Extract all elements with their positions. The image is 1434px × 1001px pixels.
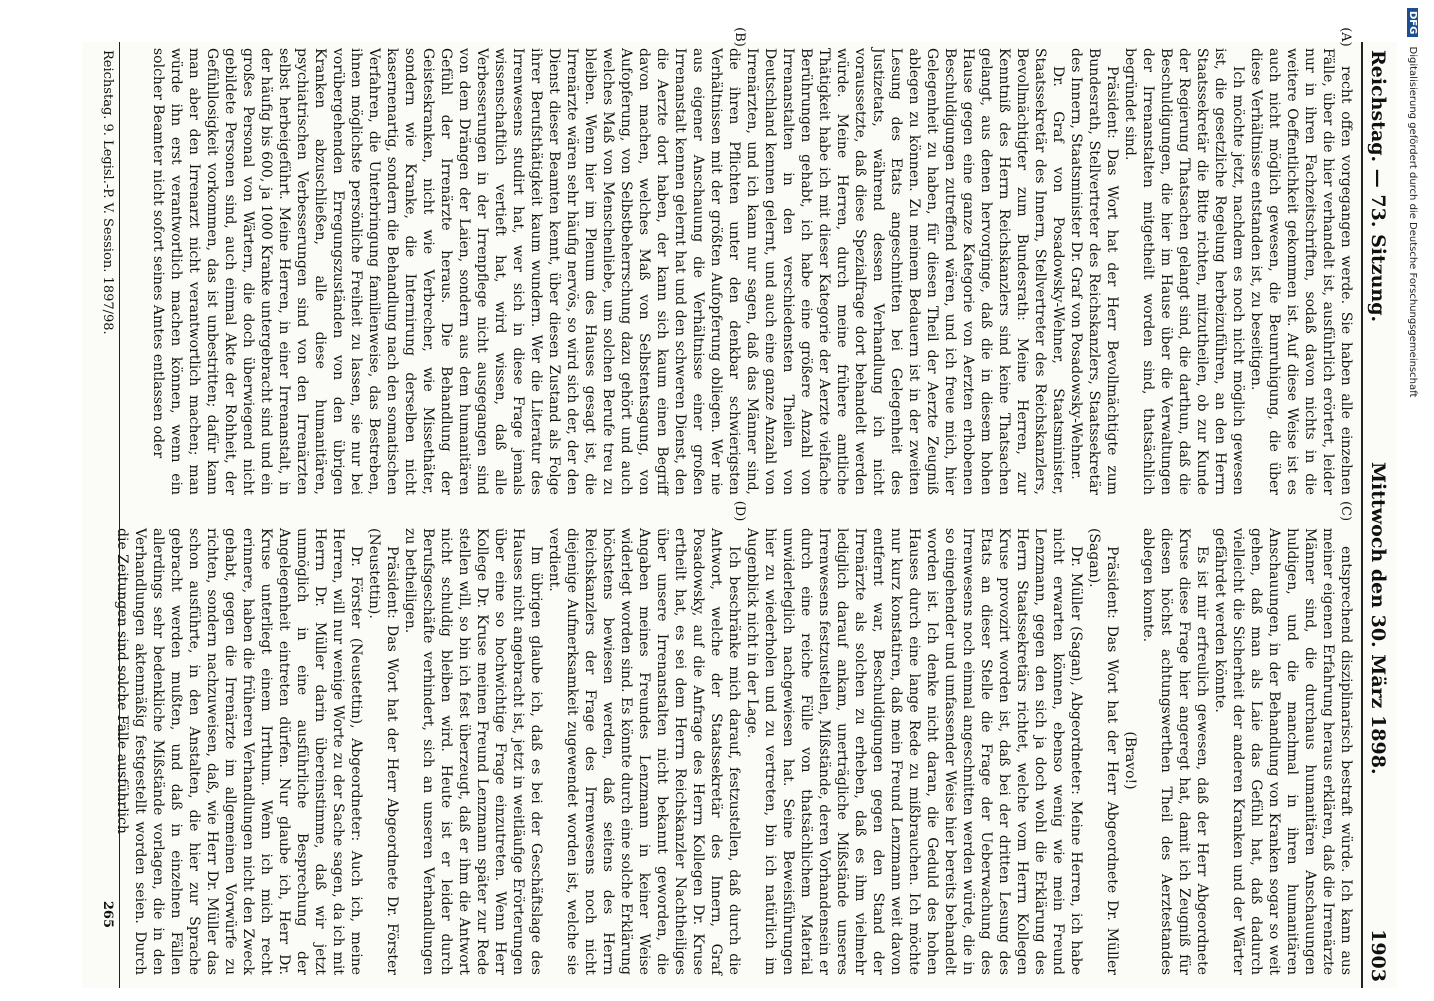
margin-marker-c: (C) [1338,500,1353,522]
left-text-column [130,48,1355,495]
applause: (Bravo!) [1122,731,1138,790]
paragraph: Dr. Förster (Neustettin), Abgeordneter: Auch ich, meine Herren, will nur wenige Worte zu der Sache sagen, da ich mit Herrn Dr. Müller darin übereinstimme, daß wir jetzt unmöglich in eine ausführliche Besprechung der Angelegenheit eintreten dürfen. Nur glaube ich, Herr Dr. Kruse unterliegt einem Irrthum. Wenn ich mich recht erinnere, haben die früheren Verhandlungen nicht den Zweck gehabt, gegen die Irrenärzte im allgemeinen Vorwürfe zu richten, sondern nachzuweisen, daß, wie Herr Dr. Müller das schon ausführte, in den Anstalten, die hier zur Sprache gebracht werden mußten, und daß in einzelnen Fällen allerdings sehr bedenkliche Mißstände vorlagen, die in den Verhandlungen aktenmäßig festgestellt worden seien. Durch die Zeitungen sind solche Fälle ausführlich [114,528,364,975]
margin-marker-d: (D) [732,500,747,522]
header-session: Reichstag. — 73. Sitzung. [1367,50,1389,323]
footer-number: 265 [100,900,115,928]
digitization-credit [1404,8,1418,1001]
paragraph: recht offen vorgegangen werde. Sie haben alle einzelnen Fälle, über die hier verhandelt ist, ausführlich erörtert, leider nur in ihren Fachzeitschriften, sodaß davon nichts in die weitere Oeffentlichkeit gekommen ist. Auf diese Weise ist es auch nicht möglich gewesen, die Beunruhigung, die über diese Verhältnisse entstanden ist, zu beseitigen. [1248,48,1354,495]
paragraph: Ich möchte jetzt, nachdem es noch nicht möglich gewesen ist, die gesetzliche Regelung herbeizuführen, an den Herrn Staatssekretär die Bitte richten, mitzutheilen, ob zur Kunde der Regierung Thatsachen gelangt sind, die darthun, daß die Beschuldigungen, die hier im Hause über die Verwaltungen der Irrenanstalten mitgetheilt worden sind, thatsächlich begründet sind. [1122,48,1246,495]
page-header [1361,42,1391,988]
header-date: Mittwoch den 30. März 1898. [1367,462,1389,775]
credit-text: Digitalisierung gefördert durch die Deutsche Forschungsgemeinschaft [1407,46,1418,398]
page-footer [95,42,120,988]
margin-marker-b: (B) [732,27,747,47]
dfg-logo: DFG [1407,8,1418,37]
margin-marker-a: (A) [1338,27,1353,47]
paragraph: Dr. Graf von Posadowsky-Wehner, Staatsminister, Staatssekretär des Innern, Stellvertreter des Reichskanzlers, Bevollmächtigter zum Bundesrath: Meine Herren, zur Kenntniß des Herrn Reichskanzlers sind keine Thatsachen gelangt, aus denen hervorginge, daß die in diesem hohen Hause gegen eine ganze Kategorie von Aerzten erhobenen Beschuldigungen zutreffend wären, und ich freue mich, hier Gelegenheit zu haben, für diesen Theil der Aerzte Zeugniß ablegen zu können. Zu meinem Bedauern ist in der zweiten Lesung des Etats angeschnitten bei Gelegenheit des Justizetats, während dessen Verhandlung ich nicht voraussetzte, daß diese Spezialfrage dort behandelt werden würde. Meine Herren, durch meine frühere amtliche Thätigkeit habe ich mit dieser Kategorie der Aerzte vielfache Berührungen gehabt, ich habe eine größere Anzahl von Irrenanstalten in den verschiedensten Theilen von Deutschland kennen gelernt, und auch eine ganze Anzahl von Irrenärzten, und ich kann nur sagen, daß das Männer sind, die ihren Pflichten unter den denkbar schwierigsten Verhältnissen mit der größten Aufopferung obliegen. Wer nie aus eigener Anschauung die Verhältnisse einer großen Irrenanstalt kennen gelernt hat und den schweren Dienst, den die Aerzte dort haben, der kann sich kaum einen Begriff davon machen, welches Maß von Selbstentsagung, von Aufopferung, von Selbstbeherrschung dazu gehört und auch welches Maß von Menschenliebe, um solchen Berufe treu zu bleiben. Wenn hier im Plenum des Hauses gesagt ist, die Irrenärzte wären sehr häufig nervös, so wird sich der, der den Dienst dieser Beamten kennt, über diesen Zustand als Folge ihrer Berufsthätigkeit kaum wundern. Wer die Literatur des Irrenwesens studirt hat, wer sich in diese Frage jemals wissenschaftlich vertieft hat, wird wissen, daß alle Verbesserungen in der Irrenpflege nicht ausgegangen sind von dem Drängen der Laien, sondern aus dem humanitären Gefühl der Irrenärzte heraus. Die Behandlung der Geisteskranken, nicht wie Verbrecher, wie Missethäter, sondern wie Kranke, die Internirung derselben nicht kasernenartig, sondern die Behandlung nach den somatischen Verfahren, die Unterbringung familienweise, das Bestreben, ihnen möglichste persönliche Freiheit zu lassen, sie nur bei vorübergehenden Erregungszuständen von den übrigen Kranken abzuschließen, alle diese humanitären, psychiatrischen Verbesserungen sind von den Irrenärzten selbst herbeigeführt. Meine Herren, in einer Irrenanstalt, in der häufig bis 600, ja 1000 Kranke untergebracht sind und ein großes Personal von Wärtern, die doch überwiegend nicht gebildete Personen sind, auch einmal Akte der Rohheit, der Gefühllosigkeit vorkommen, das ist unbestritten; dafür kann man aber den Irrenarzt nicht verantwortlich machen; man würde ihn erst verantwortlich machen können, wenn ein solcher Beamter nicht sofort seines Amtes entlassen oder [150,48,1066,495]
paragraph: Präsident: Das Wort hat der Herr Abgeordnete Dr. Förster (Neustettin). [366,528,400,975]
paragraph: Es ist mir erfreulich gewesen, daß der Herr Abgeordnete Kruse diese Frage hier angeregt hat, damit ich Zeugniß für diesen höchst achtungswerthen Theil des Aerztestandes ablegen konnte. [1140,528,1210,975]
paragraph: Im übrigen glaube ich, daß es bei der Geschäftslage des Hauses nicht angebracht ist, jetzt in weitläufige Erörterungen über eine so hochwichtige Frage einzutreten. Wenn Herr Kollege Dr. Kruse meinen Freund Lenzmann später zur Rede stellen will, so bin ich fest überzeugt, daß er ihm die Antwort nicht schuldig bleiben wird. Heute ist er leider durch Berufsgeschäfte verhindert, sich an unseren Verhandlungen zu betheiligen. [402,528,544,975]
right-text-column [114,528,1355,975]
paragraph: Dr. Müller (Sagan), Abgeordneter: Meine Herren, ich habe nicht erwarten können, ebenso wenig wie mein Freund Lenzmann, gegen den sich ja doch wohl die Erklärung des Herrn Staatssekretärs richtet, welche vom Herrn Kollegen Kruse provozirt worden ist, daß bei der dritten Lesung des Etats an dieser Stelle die Frage der Ueberwachung des Irrenwesens noch einmal angeschnitten werden würde, die in so eingehender und umfassender Weise hier bereits behandelt worden ist. Ich denke nicht daran, die Geduld des hohen Hauses durch eine lange Rede zu mißbrauchen. Ich möchte nur kurz konstatiren, daß mein Freund Lenzmann weit davon entfernt war, Beschuldigungen gegen den Stand der Irrenärzte als solchen zu erheben, daß es ihm vielmehr lediglich darauf ankam, unerträgliche Mißstände unseres Irrenwesens festzustellen, Mißstände, deren Vorhandensein er durch eine reiche Fülle von thatsächlichem Material unwiderleglich nachgewiesen hat. Seine Beweisführungen hier zu wiederholen und zu vertreten, bin ich natürlich im Augenblick nicht in der Lage. [744,528,1084,975]
paragraph: Präsident: Das Wort hat der Herr Abgeordnete Dr. Müller (Sagan). [1086,528,1120,975]
scanned-page [82,27,1397,988]
paragraph: Ich beschränke mich darauf, festzustellen, daß durch die Antwort, welche der Staatssekretär des Innern, Graf Posadowsky, auf die Anfrage des Herrn Kollegen Dr. Kruse ertheilt hat, es sei dem Herrn Reichskanzler Nachtheiliges über unsere Irrenanstalten nicht bekannt geworden, die Angaben meines Freundes Lenzmann in keiner Weise widerlegt worden sind. Es könnte durch eine solche Erklärung höchstens bewiesen werden, daß seitens des Herrn Reichskanzlers der Frage des Irrenwesens noch nicht diejenige Aufmerksamkeit zugewendet worden ist, welche sie verdient. [546,528,742,975]
page-number: 1903 [1367,929,1389,982]
paragraph: entsprechend disziplinarisch bestraft würde. Ich kann aus meiner eigenen Erfahrung heraus erklären, daß die Irrenärzte Männer sind, die durchaus humanitären Anschauungen huldigen, und die manchmal in ihren humanitären Anschauungen, in der Behandlung von Kranken sogar so weit gehen, daß man als Laie das Gefühl hat, daß dadurch vielleicht die Sicherheit der anderen Kranken und der Wärter gefährdet werden könnte. [1212,528,1354,975]
paragraph: Präsident: Das Wort hat der Herr Bevollmächtigte zum Bundesrath, Stellvertreter des Reichskanzlers, Staatssekretär des Innern, Staatsminister Dr. Graf von Posadowsky-Wehner. [1068,48,1120,495]
footer-source: Reichstag. 9. Legisl.-P. V. Session. 1897/98. [100,50,115,335]
